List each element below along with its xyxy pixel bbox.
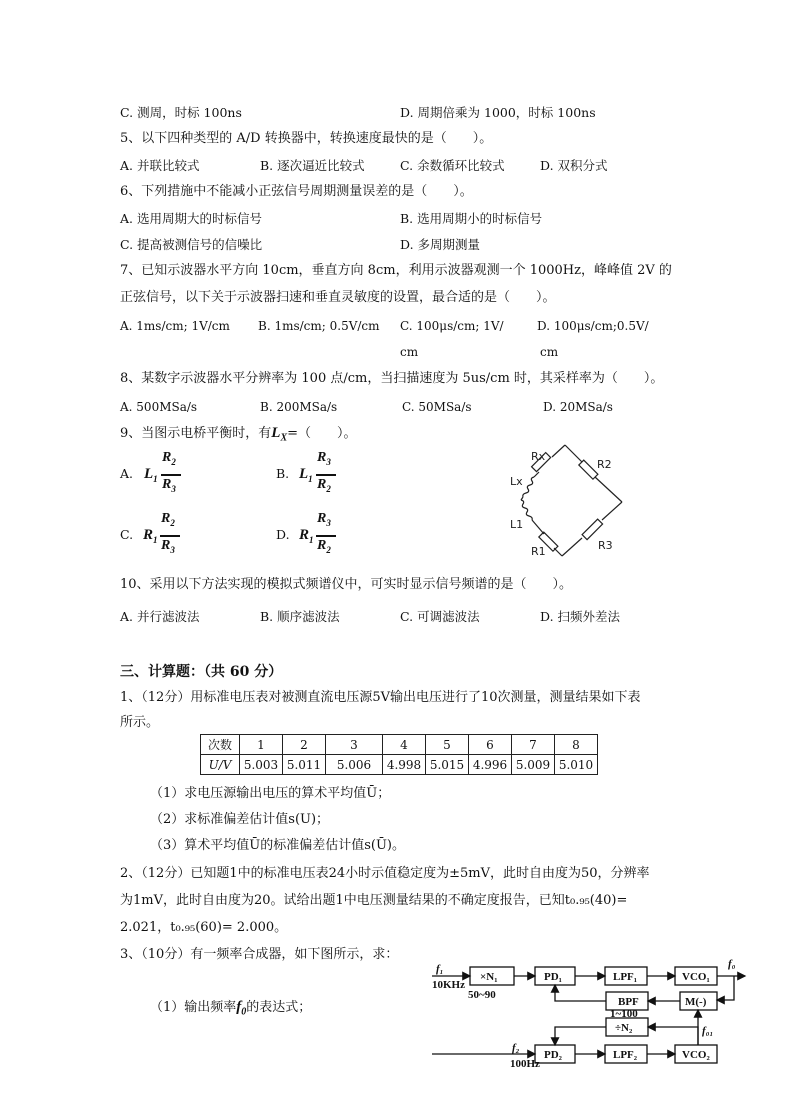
table-cell: 7 [512, 735, 555, 755]
fraction-bar [316, 535, 336, 537]
q8-option-d: D. 20MSa/s [543, 400, 613, 414]
label-pd2: PD₂ [544, 1049, 562, 1061]
lead-var: $R_1$ [299, 527, 314, 545]
calc3-sub1-text: （1）输出频率 [150, 1000, 237, 1015]
label-lpf1: LPF₁ [613, 971, 638, 983]
q7-stem-line2: 正弦信号，以下关于示波器扫速和垂直灵敏度的设置，最合适的是（ ）。 [120, 290, 556, 305]
calc2-line1: 2、（12分）已知题1中的标准电压表24小时示值稳定度为±5mV，此时自由度为50，分辨率 [120, 866, 650, 881]
q4-option-c: C. 测周，时标 100ns [120, 105, 242, 120]
q7-option-d: D. 100μs/cm;0.5V/ [537, 319, 649, 333]
q8-option-a: A. 500MSa/s [120, 400, 198, 414]
resistor-r2 [579, 460, 598, 479]
q9-stem [120, 424, 357, 448]
calc3-sub1-sub: 0 [241, 1006, 247, 1018]
q4-option-d: D. 周期倍乘为 1000，时标 100ns [400, 105, 596, 120]
label-range: 50~90 [468, 989, 496, 1001]
label-multiplier: ×N₁ [480, 971, 498, 983]
lead-var: $R_1$ [143, 527, 158, 545]
denominator: $R_2$ [317, 538, 331, 555]
calc2-line3: 2.021，t₀.₉₅(60)= 2.000。 [120, 920, 288, 935]
calc2-line2: 为1mV，此时自由度为20。试给出题1中电压测量结果的不确定度报告，已知t₀.₉₅(40)= [120, 893, 628, 908]
q9-stem-sub: X [280, 432, 288, 444]
q5-option-c: C. 余数循环比较式 [400, 158, 505, 173]
q9-option-c-label: C. [120, 527, 134, 542]
q9-stem-text: 9、当图示电桥平衡时，有 [120, 426, 272, 441]
label-f1-value: 10KHz [432, 979, 465, 991]
q7-option-a: A. 1ms/cm; 1V/cm [120, 319, 230, 333]
q9-stem-var: L [271, 425, 281, 441]
label-r3: R3 [598, 539, 613, 552]
q5-option-a: A. 并联比较式 [120, 158, 200, 173]
numerator: $R_3$ [317, 450, 331, 467]
q6-stem: 6、下列措施中不能减小正弦信号周期测量误差的是（ ）。 [120, 184, 473, 199]
label-vco1: VCO₁ [682, 971, 710, 983]
calc1-stem-line1: 1、（12分）用标准电压表对被测直流电压源5V输出电压进行了10次测量，测量结果如下表 [120, 690, 641, 705]
table-cell: 5.009 [512, 755, 555, 775]
denominator: $R_2$ [317, 477, 331, 494]
q6-option-c: C. 提高被测信号的信噪比 [120, 237, 263, 252]
label-lpf2: LPF₂ [613, 1049, 638, 1061]
lead-var: $L_1$ [299, 466, 313, 484]
calc3-stem: 3、（10分）有一频率合成器，如下图所示，求： [120, 947, 399, 962]
table-cell: 3 [326, 735, 383, 755]
calc1-sub1: （1）求电压源输出电压的算术平均值Ū； [150, 786, 391, 801]
calc3-sub1-var: f [236, 999, 242, 1015]
q9-option-a-label: A. [120, 466, 134, 481]
q9-option-b-label: B. [276, 466, 290, 481]
q7-option-c: C. 100μs/cm; 1V/ [400, 319, 504, 333]
table-cell: 1 [240, 735, 283, 755]
q8-option-b: B. 200MSa/s [260, 400, 338, 414]
q10-stem: 10、采用以下方法实现的模拟式频谱仪中，可实时显示信号频谱的是（ ）。 [120, 577, 573, 592]
label-r1: R1 [531, 545, 546, 558]
numerator: $R_3$ [317, 511, 331, 528]
label-r2: R2 [597, 458, 612, 471]
table-cell: 次数 [201, 735, 240, 755]
q7-option-c-cont: cm [400, 345, 419, 359]
label-range2: 1~100 [610, 1008, 638, 1020]
q10-option-c: C. 可调滤波法 [400, 609, 480, 624]
q10-option-d: D. 扫频外差法 [540, 609, 621, 624]
table-cell: 5.003 [240, 755, 283, 775]
label-mixer: M(-) [685, 996, 707, 1008]
label-f0: f₀ [728, 958, 736, 970]
table-cell: 6 [469, 735, 512, 755]
q7-option-d-cont: cm [540, 345, 559, 359]
table-cell: 5.010 [555, 755, 598, 775]
q5-option-d: D. 双积分式 [540, 158, 608, 173]
label-l1: L1 [510, 518, 524, 531]
table-cell: 4.998 [383, 755, 426, 775]
q5-stem: 5、以下四种类型的 A/D 转换器中，转换速度最快的是（ ）。 [120, 131, 493, 146]
q8-stem: 8、某数字示波器水平分辨率为 100 点/cm，当扫描速度为 5us/cm 时，其采样率为（ ）。 [120, 371, 664, 386]
label-rx: Rx [531, 450, 546, 463]
q5-option-b: B. 逐次逼近比较式 [260, 158, 365, 173]
fraction-bar [316, 474, 336, 476]
table-cell: 5 [426, 735, 469, 755]
calc3-sub1 [150, 998, 311, 1022]
frequency-synthesizer-diagram [430, 955, 750, 1073]
q9-stem-post: =（ ）。 [287, 426, 357, 441]
numerator: $R_2$ [161, 511, 175, 528]
calc1-stem-line2: 所示。 [120, 715, 160, 730]
label-bpf: BPF [618, 996, 639, 1008]
fraction-bar [160, 535, 180, 537]
q8-option-c: C. 50MSa/s [402, 400, 472, 414]
table-cell: 2 [283, 735, 326, 755]
table-cell: 4 [383, 735, 426, 755]
measurement-table [200, 734, 598, 775]
label-pd1: PD₁ [544, 971, 562, 983]
label-f01: f₀₁ [702, 1025, 714, 1037]
q7-option-b: B. 1ms/cm; 0.5V/cm [258, 319, 380, 333]
denominator: $R_3$ [162, 477, 176, 494]
q6-option-d: D. 多周期测量 [400, 237, 481, 252]
q10-option-a: A. 并行滤波法 [120, 609, 200, 624]
table-cell: 5.006 [326, 755, 383, 775]
label-f2-value: 100Hz [510, 1058, 540, 1070]
table-cell: 5.015 [426, 755, 469, 775]
calc3-sub1-post: 的表达式； [246, 1000, 312, 1015]
section-3-title: 三、计算题：（共 60 分） [120, 664, 283, 680]
table-cell: 4.996 [469, 755, 512, 775]
lead-var: $L_1$ [144, 466, 158, 484]
numerator: $R_2$ [162, 450, 176, 467]
q6-option-b: B. 选用周期小的时标信号 [400, 211, 543, 226]
bridge-circuit-diagram [500, 440, 630, 565]
calc1-sub3: （3）算术平均值Ū的标准偏差估计值s(Ū)。 [150, 838, 405, 853]
q10-option-b: B. 顺序滤波法 [260, 609, 340, 624]
q6-option-a: A. 选用周期大的时标信号 [120, 211, 262, 226]
label-f2: f₂ [512, 1042, 520, 1054]
denominator: $R_3$ [161, 538, 175, 555]
fraction-bar [161, 474, 181, 476]
label-lx: Lx [510, 475, 523, 488]
table-cell: 5.011 [283, 755, 326, 775]
label-divider: ÷N₂ [615, 1022, 633, 1034]
table-cell: U/V [201, 755, 240, 775]
q7-stem-line1: 7、已知示波器水平方向 10cm，垂直方向 8cm，利用示波器观测一个 1000Hz，峰峰值 2V 的 [120, 263, 672, 278]
inductor-l1 [521, 500, 532, 520]
q9-option-d-label: D. [276, 527, 290, 542]
table-cell: 8 [555, 735, 598, 755]
calc1-sub2: （2）求标准偏差估计值s(U)； [150, 812, 330, 827]
inductor-lx [523, 477, 534, 497]
resistor-r3 [582, 519, 603, 540]
label-f1: f₁ [436, 963, 444, 975]
table-row [201, 755, 598, 775]
label-vco2: VCO₂ [682, 1049, 710, 1061]
table-header-row [201, 735, 598, 755]
